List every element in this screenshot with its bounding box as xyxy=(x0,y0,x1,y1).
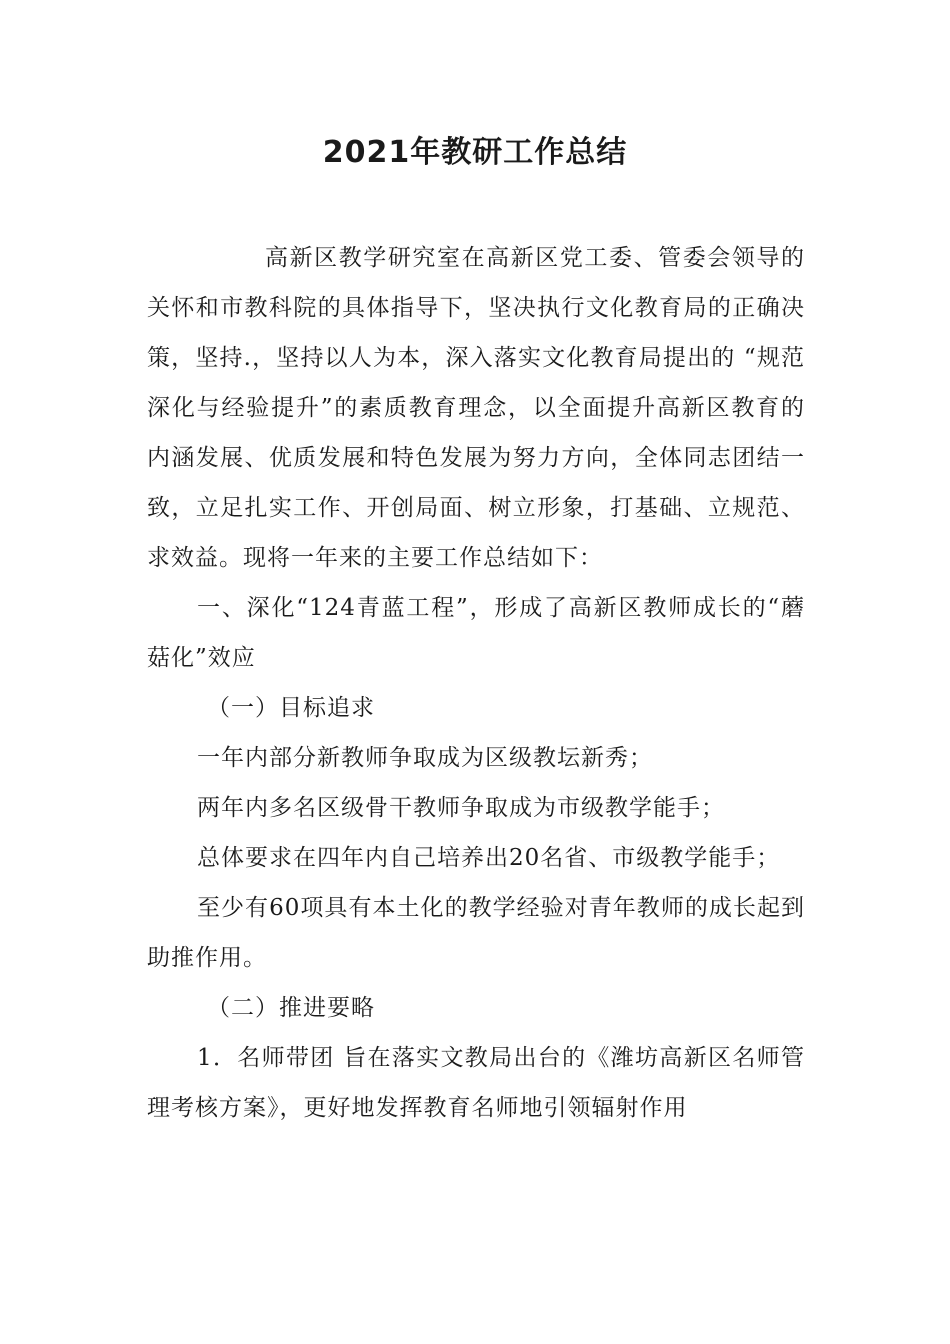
goal-item-4: 至少有60项具有本土化的教学经验对青年教师的成长起到助推作用。 xyxy=(147,895,805,971)
subsection-heading-goals: （一）目标追求 xyxy=(207,695,375,721)
document-body xyxy=(147,233,805,1133)
goal-item-1: 一年内部分新教师争取成为区级教坛新秀； xyxy=(197,745,653,771)
goal-item-3: 总体要求在四年内自己培养出20名省、市级教学能手； xyxy=(197,845,781,871)
intro-paragraph: 高新区教学研究室在高新区党工委、管委会领导的关怀和市教科院的具体指导下，坚决执行文化教育局的正确决策，坚持.，坚持以人为本，深入落实文化教育局提出的 “规范深化与经验提升”的素质教育理念，以全面提升高新区教育的内涵发展、优质发展和特色发展为努力方向，全体同志团结一致，立足扎实工作、开创局面、树立形象，打基础、立规范、求效益。现将一年来的主要工作总结如下： xyxy=(147,245,805,571)
document-title: 2021年教研工作总结 xyxy=(322,135,628,170)
section-heading-1: 一、深化“124青蓝工程”，形成了高新区教师成长的“蘑菇化”效应 xyxy=(147,595,805,671)
subsection-heading-strategy: （二）推进要略 xyxy=(207,995,375,1021)
goal-item-2: 两年内多名区级骨干教师争取成为市级教学能手； xyxy=(197,795,725,821)
strategy-item-1: 1．名师带团 旨在落实文教局出台的《潍坊高新区名师管理考核方案》，更好地发挥教育名师地引领辐射作用 xyxy=(147,1045,805,1121)
